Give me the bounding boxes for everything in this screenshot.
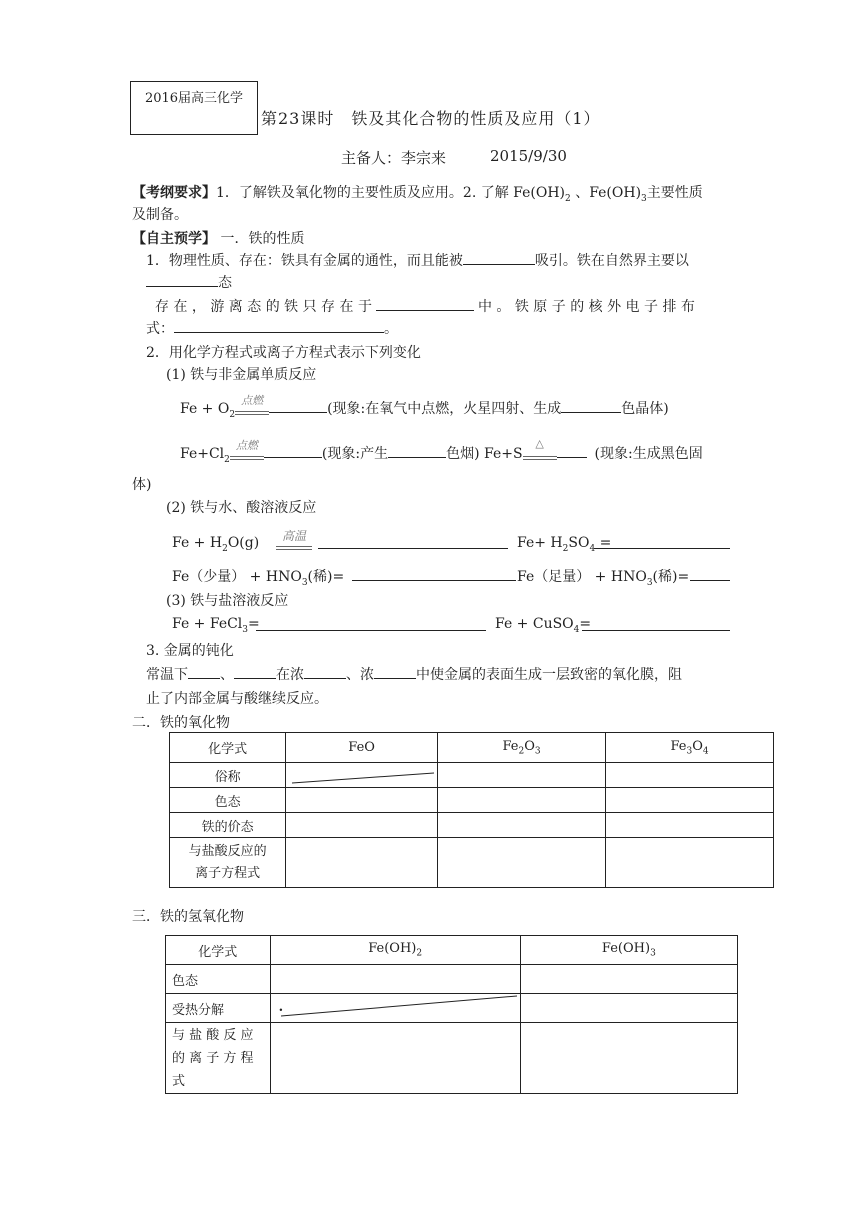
table-row (166, 965, 738, 994)
blank[interactable] (557, 443, 587, 458)
text: 色烟) Fe+S (446, 446, 523, 462)
condition-ignite (235, 394, 269, 418)
blank[interactable] (234, 664, 276, 679)
hydroxides-heading: 三．铁的氢氧化物 (132, 909, 244, 925)
blank[interactable] (256, 630, 486, 631)
text: (现象:在氧气中点燃，火星四射、生成 (327, 401, 562, 417)
sub: 2 (565, 193, 571, 204)
class-label: 2016届高三化学 (144, 91, 244, 106)
eq5-left (172, 616, 260, 635)
row-label: 色态 (170, 788, 286, 813)
blank[interactable] (374, 664, 416, 679)
item1-line2 (146, 272, 232, 292)
header-cell: 化学式 (166, 936, 271, 965)
header-cell: 化学式 (170, 733, 286, 763)
table-cell[interactable] (286, 763, 438, 788)
text: 态 (218, 275, 232, 291)
text: 式： (146, 321, 174, 337)
sub: 3 (646, 577, 653, 588)
text: Fe(OH) (368, 941, 417, 957)
header-cell: $Fe_2O_3$ (438, 733, 606, 763)
text: (稀)= (307, 569, 345, 585)
blank[interactable] (388, 443, 446, 458)
table-cell[interactable] (606, 788, 774, 813)
page-title: 第23课时 铁及其化合物的性质及应用（1） (261, 109, 601, 128)
item1-line1 (146, 250, 689, 270)
cond-text: 点燃 (241, 394, 264, 407)
text: Fe + FeCl (172, 616, 243, 632)
text: Fe (670, 738, 687, 754)
date: 2015/9/30 (490, 147, 567, 165)
req-text: 1．了解铁及氧化物的主要性质及应用。2. 了解 Fe(OH) (216, 185, 566, 201)
sub: 2 (416, 948, 423, 959)
table-row (170, 763, 774, 788)
header-cell (520, 936, 737, 965)
eq1 (180, 394, 669, 420)
table-row (170, 813, 774, 838)
table-row (170, 788, 774, 813)
text: O(g) (227, 535, 260, 551)
cond-text: 高温 (281, 529, 306, 543)
condition-ignite (230, 439, 264, 463)
text: 常温下 (146, 667, 188, 683)
oxides-heading: 二．铁的氧化物 (132, 715, 230, 731)
text: 、 (220, 667, 234, 683)
eq5-right (495, 616, 591, 635)
text: Fe + O (180, 401, 230, 417)
sub: 3 (534, 746, 541, 757)
sub: 2 (224, 454, 230, 465)
row-label: 铁的价态 (170, 813, 286, 838)
requirements-line-2: 及制备。 (132, 207, 188, 223)
text: 存 在 ， 游 离 态 的 铁 只 存 在 于 (155, 299, 372, 315)
requirements-label: 【考纲要求】 (132, 185, 216, 201)
eq4-left (172, 566, 344, 588)
table-cell[interactable] (270, 994, 520, 1023)
text: Fe + CuSO (495, 616, 574, 632)
table-cell[interactable] (606, 838, 774, 888)
table-cell[interactable] (286, 788, 438, 813)
text: Fe+ H (517, 535, 563, 551)
table-row (166, 1023, 738, 1094)
table-row (166, 936, 738, 965)
hydroxides-table (165, 935, 738, 1094)
text: 中 。 铁 原 子 的 核 外 电 子 排 布 (477, 299, 695, 315)
text: 在浓 (276, 667, 304, 683)
row-label: 色态 (166, 965, 271, 994)
text: 、浓 (346, 667, 374, 683)
text: 吸引。铁在自然界主要以 (534, 253, 689, 269)
sub: 3 (650, 948, 656, 959)
req-text: 主要性质 (646, 185, 703, 201)
text: = (248, 616, 260, 632)
slash-line (277, 994, 521, 1022)
text: = (595, 535, 612, 551)
text: Fe+Cl (180, 446, 225, 462)
text: Fe(OH) (601, 941, 651, 957)
author: 主备人：李宗来 (341, 149, 447, 167)
preview-heading (132, 228, 304, 248)
text: Fe (502, 738, 519, 754)
text: Fe（少量） + HNO (172, 569, 302, 585)
table-cell[interactable] (438, 788, 606, 813)
blank[interactable] (318, 548, 508, 549)
item2-heading: 2．用化学方程式或离子方程式表示下列变化 (146, 345, 421, 361)
table-cell[interactable] (286, 813, 438, 838)
table-cell[interactable] (520, 994, 737, 1023)
table-cell[interactable] (438, 763, 606, 788)
text: SO (568, 535, 590, 551)
condition-high-temp (276, 529, 312, 553)
table-cell[interactable] (286, 838, 438, 888)
item3-line1 (146, 664, 682, 684)
cond-text: △ (535, 437, 544, 450)
blank[interactable] (264, 443, 322, 458)
sub: 4 (573, 624, 580, 635)
text: Fe + H (172, 535, 223, 551)
class-label-box (130, 81, 258, 135)
text: 与盐酸反应的 (188, 843, 267, 859)
blank[interactable] (352, 580, 516, 581)
item1-line4 (146, 318, 398, 338)
sub: 2 (562, 543, 569, 554)
text: 中使金属的表面生成一层致密的氧化膜，阻 (416, 667, 682, 683)
dot-mark: . (278, 1000, 284, 1015)
item2-sub1: (1) 铁与非金属单质反应 (166, 367, 317, 383)
header-cell: $Fe_3O_4$ (606, 733, 774, 763)
sub: 2 (229, 409, 236, 420)
table-cell[interactable] (520, 1023, 737, 1094)
row-label: 俗称 (170, 763, 286, 788)
header-cell: FeO (286, 733, 438, 763)
eq2-wrap: 体) (132, 477, 152, 493)
text: (现象:生成黑色固 (594, 446, 703, 462)
sub: 4 (702, 746, 709, 757)
eq3-left (172, 535, 259, 554)
table-cell[interactable] (606, 813, 774, 838)
blank[interactable] (304, 664, 346, 679)
sub: 3 (301, 577, 308, 588)
item2-sub2: (2) 铁与水、酸溶液反应 (166, 500, 317, 516)
table-cell[interactable] (270, 965, 520, 994)
text: = (579, 616, 592, 632)
text: (稀)= (652, 569, 690, 585)
sub: 4 (589, 543, 596, 554)
row-label: 受热分解 (166, 994, 271, 1023)
item3-line2: 止了内部金属与酸继续反应。 (146, 691, 328, 707)
table-cell[interactable] (438, 838, 606, 888)
text: 离子方程式 (195, 865, 261, 881)
table-row (170, 838, 774, 888)
cond (276, 529, 312, 553)
text: 。 (384, 321, 398, 337)
blank[interactable] (376, 296, 474, 311)
blank[interactable] (690, 580, 730, 581)
table-cell[interactable] (520, 965, 737, 994)
oxides-table (169, 732, 774, 888)
item1-line3 (155, 296, 695, 316)
text: 与 盐 酸 反 应 (172, 1027, 254, 1043)
item3-heading: 3. 金属的钝化 (146, 643, 234, 659)
eq2 (180, 437, 703, 465)
sub: 3 (641, 193, 647, 204)
sub: 3 (686, 746, 693, 757)
table-cell[interactable] (270, 1023, 520, 1094)
sub: 2 (222, 543, 228, 554)
eq3-right (517, 535, 611, 554)
blank[interactable] (174, 318, 384, 333)
sub: 3 (242, 624, 249, 635)
preview-title: 一．铁的性质 (216, 231, 305, 247)
condition-heat (523, 437, 557, 463)
blank[interactable] (146, 272, 218, 287)
blank[interactable] (561, 398, 621, 413)
text: 1．物理性质、存在：铁具有金属的通性，而且能被 (146, 253, 463, 269)
text: 色晶体) (621, 401, 669, 417)
table-row (166, 994, 738, 1023)
table-row (170, 733, 774, 763)
row-label (166, 1023, 271, 1094)
text: 的 离 子 方 程 (172, 1050, 254, 1066)
cond-text: 点燃 (235, 439, 258, 452)
row-label (170, 838, 286, 888)
sub: 2 (518, 746, 525, 757)
blank[interactable] (188, 664, 220, 679)
table-cell[interactable] (438, 813, 606, 838)
requirements-line (132, 182, 703, 204)
table-cell[interactable] (606, 763, 774, 788)
item2-sub3: (3) 铁与盐溶液反应 (166, 593, 289, 609)
preview-label: 【自主预学】 (132, 231, 216, 247)
text: Fe（足量） + HNO (517, 569, 647, 585)
blank[interactable] (463, 250, 535, 265)
header-cell (270, 936, 520, 965)
blank[interactable] (269, 398, 327, 413)
text: (现象:产生 (321, 446, 389, 462)
slash-line (290, 763, 436, 787)
eq4-right (517, 566, 689, 588)
blank[interactable] (594, 548, 730, 549)
req-text: 、Fe(OH) (570, 185, 642, 201)
blank[interactable] (582, 630, 730, 631)
text: 式 (172, 1073, 186, 1089)
